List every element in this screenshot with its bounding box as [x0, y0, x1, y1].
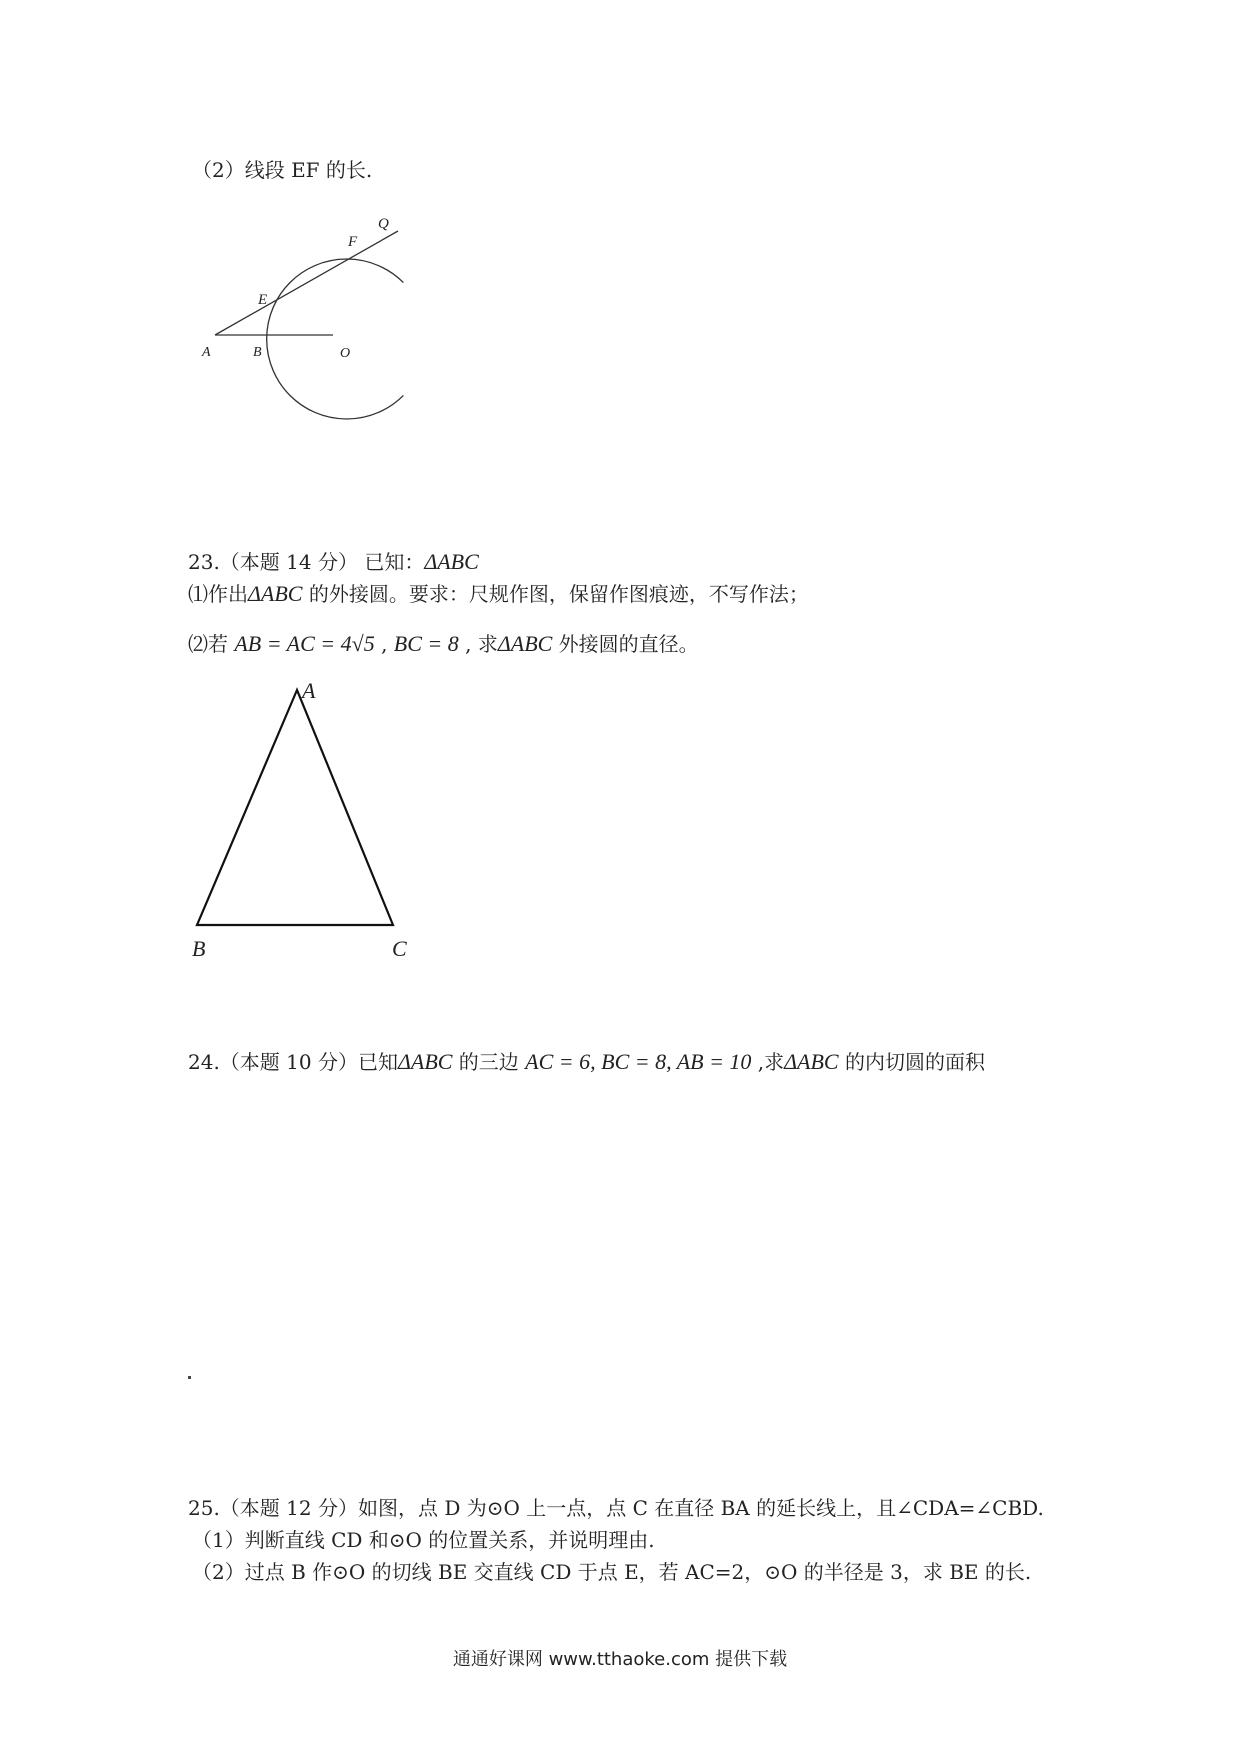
label-a: A [302, 678, 316, 703]
q22-part2: （2）线段 EF 的长. [192, 158, 373, 182]
q25-part1: （1）判断直线 CD 和⊙O 的位置关系，并说明理由. [192, 1528, 655, 1552]
q23-part2-sep: , [374, 632, 394, 656]
q23-header [188, 550, 479, 574]
stray-dot [188, 1376, 191, 1379]
label-o: O [340, 346, 351, 361]
q23-part2 [188, 632, 699, 656]
label-q: Q [378, 216, 389, 232]
triangle-abc [197, 690, 393, 925]
figure-22-circle-secant [180, 200, 440, 430]
q23-part1-post: 的外接圆。要求：尺规作图，保留作图痕迹，不写作法； [302, 582, 809, 606]
q25-part2: （2）过点 B 作⊙O 的切线 BE 交直线 CD 于点 E，若 AC=2，⊙O 的半径是 3，求 BE 的长. [192, 1560, 1032, 1584]
label-b: B [192, 936, 206, 961]
footer-credit: 通通好课网 www.tthaoke.com 提供下载 [452, 1649, 788, 1670]
q24-math1: ΔABC [397, 1049, 453, 1074]
q23-part1-pre: ⑴作出 [188, 582, 248, 606]
label-b: B [253, 345, 262, 360]
q23-part2-pre: ⑵若 [188, 632, 235, 656]
q23-part1 [188, 582, 809, 606]
q25-header: 25.（本题 12 分）如图，点 D 为⊙O 上一点，点 C 在直径 BA 的延长线上，且∠CDA=∠CBD. [188, 1496, 1044, 1520]
q23-part2-math2: BC = 8 [393, 631, 459, 656]
q23-part2-math1: AB = AC = 4√5 [234, 631, 375, 656]
label-e: E [258, 292, 268, 308]
q24-mid: 的三边 [452, 1050, 526, 1074]
label-a: A [202, 345, 211, 360]
q24-post: 的内切圆的面积 [838, 1050, 985, 1074]
label-c: C [392, 936, 407, 961]
q23-part2-math3: ΔABC [497, 631, 553, 656]
q24 [188, 1050, 985, 1074]
figure-23-triangle [180, 670, 440, 970]
q24-pre: 24.（本题 10 分）已知 [188, 1050, 398, 1074]
circle-o-arc [267, 259, 404, 419]
q24-math3: ΔABC [784, 1049, 839, 1074]
q23-part1-math: ΔABC [248, 581, 303, 606]
q24-mid2: ,求 [751, 1050, 785, 1074]
q24-math2: AC = 6, BC = 8, AB = 10 [525, 1049, 752, 1074]
q23-header-math: ΔABC [424, 549, 479, 574]
q23-header-text: 23.（本题 14 分） 已知： [188, 550, 425, 574]
q23-part2-post: 外接圆的直径。 [552, 632, 699, 656]
q23-part2-mid: , 求 [458, 632, 498, 656]
line-a-q [215, 231, 398, 335]
label-f: F [348, 234, 358, 250]
